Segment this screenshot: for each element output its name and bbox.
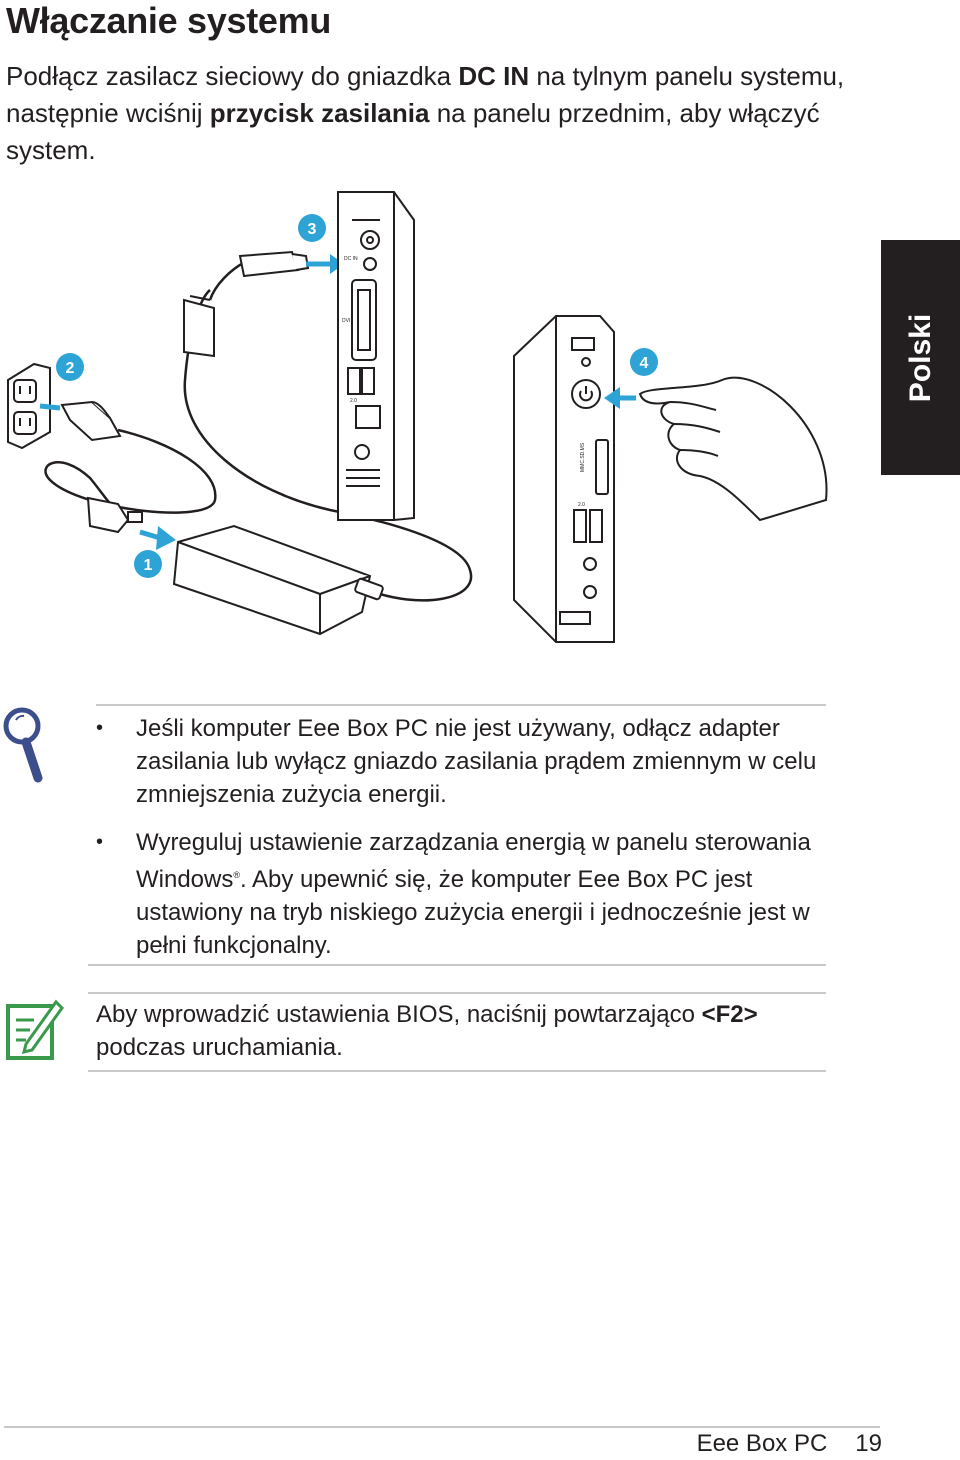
pointing-hand-icon — [640, 378, 827, 520]
card-slot-label: MMC.SD.MS — [580, 442, 586, 472]
step-badge-3 — [298, 214, 326, 242]
page-title: Włączanie systemu — [6, 0, 332, 41]
note-list — [96, 712, 836, 977]
note-top-rule — [96, 704, 826, 706]
magnifier-icon — [2, 704, 46, 784]
dc-in-port-label: DC IN — [344, 256, 358, 262]
f2-key: <F2> — [701, 1001, 758, 1028]
page-number: 19 — [855, 1430, 882, 1457]
svg-text:3: 3 — [307, 221, 317, 238]
bios-tip: Aby wprowadzić ustawienia BIOS, naciśnij powtarzająco <F2> podczas uruchamiania. — [96, 1001, 758, 1061]
step-badge-1 — [134, 550, 162, 578]
step-badge-4 — [630, 348, 658, 376]
page-footer — [697, 1430, 882, 1458]
tip-top-rule — [88, 992, 826, 994]
power-button-emphasis: przycisk zasilania — [209, 98, 430, 128]
setup-illustration — [0, 180, 880, 650]
pc-front-panel — [514, 316, 614, 642]
usb-front-label: 2.0 — [578, 502, 585, 508]
registered-mark: ® — [233, 870, 240, 880]
note-item: • Jeśli komputer Eee Box PC nie jest używany, odłącz adapter zasilania lub wyłącz gniazdo zasilania prądem zmiennym w celu zmniejszenia zużycia energii. — [96, 712, 836, 811]
note-bottom-rule — [88, 964, 826, 966]
power-adapter-icon — [174, 526, 370, 634]
language-tab-label: Polski — [903, 313, 937, 402]
svg-text:4: 4 — [639, 355, 649, 372]
step-badge-2 — [56, 353, 84, 381]
svg-text:1: 1 — [143, 557, 153, 574]
footer-rule — [4, 1426, 880, 1428]
language-tab — [881, 240, 960, 475]
dc-in-emphasis: DC IN — [458, 61, 530, 91]
usb-back-label: 2.0 — [350, 398, 357, 404]
dvi-port-label: DVI — [342, 318, 351, 324]
pc-back-panel — [338, 192, 414, 520]
intro-paragraph: Podłącz zasilacz sieciowy do gniazdka DC IN na tylnym panelu systemu, następnie wciśnij przycisk zasilania na panelu przednim, aby włączyć system. — [6, 61, 845, 165]
note-item: • Wyreguluj ustawienie zarządzania energią w panelu sterowania Windows®. Aby upewnić się, że komputer Eee Box PC jest ustawiony na tryb niskiego zużycia energii i jednocześnie jest w pełni funkcjonalny. — [96, 826, 836, 962]
note-pencil-icon — [4, 996, 64, 1064]
svg-text:2: 2 — [65, 360, 75, 377]
tip-bottom-rule — [88, 1070, 826, 1072]
footer-product: Eee Box PC — [696, 1430, 828, 1457]
